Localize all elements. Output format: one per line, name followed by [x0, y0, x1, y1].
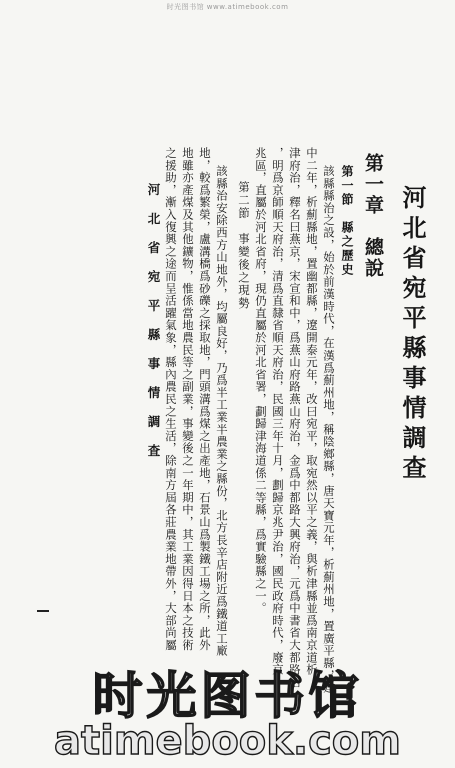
section-heading-status: 第二節 事變後之現勢 — [237, 181, 251, 310]
book-page — [34, 147, 427, 695]
history-line: 中二年，析薊縣地，置幽都縣，遼開泰元年，改曰宛平，取宛然以平之義，與析津縣並爲南京道析 — [305, 147, 319, 676]
history-line: ，明爲京師順天府治，清爲直隸省順天府治，民國三年十月，劃歸京兆尹治，國民政府時代，廢京 — [271, 147, 285, 676]
status-line: 地雖亦產煤及其他鑛物，惟係當地農民等之副業，事變後之一年期中，其工業因得日本之技術 — [181, 147, 195, 652]
status-line: 之援助，漸入復興之途而呈活躍氣象，縣內農民之生活，除南方屆各莊農業地帶外，大部尚屬 — [164, 147, 178, 652]
history-line: 該縣縣治之設，始於前漢時代，在漢爲薊州地，稱陰鄉縣，唐天寶元年，析薊州地，置廣平縣，建 — [322, 165, 336, 694]
watermark-cn: 时光图书馆 — [92, 667, 363, 725]
history-line: 兆區，直屬於河北省府，現仍直屬於河北省署，劃歸津海道係二等縣，爲實驗縣之一。 — [254, 147, 268, 615]
page-number — [37, 610, 49, 612]
page-title: 河北省宛平縣事情調查 — [398, 185, 427, 485]
chapter-heading: 第一章 總說 — [362, 153, 384, 279]
status-line: 該縣治安除西方山地外，均屬良好，乃爲半工業半農業之縣份，北方長辛店附近爲鐵道工廠 — [215, 165, 229, 657]
site-label: 时光图书馆 www.atimebook.com — [166, 3, 289, 11]
history-line: 津府治，釋名曰燕京，宋宣和中，爲燕山府路燕山府治，金爲中都路大興府治，元爲中書省大都路治 — [288, 147, 302, 689]
section-heading-history: 第一節 縣之歷史 — [340, 165, 354, 277]
running-footer: 河 北 省 宛 平 縣 事 情 調 査 — [146, 183, 161, 459]
watermark-en: atimebook.com — [54, 718, 401, 764]
status-line: 地，較爲繁榮，盧溝橋爲砂礫之採取地，門頭溝爲煤之出產地，石景山爲製鐵工場之所，此外 — [198, 147, 212, 652]
